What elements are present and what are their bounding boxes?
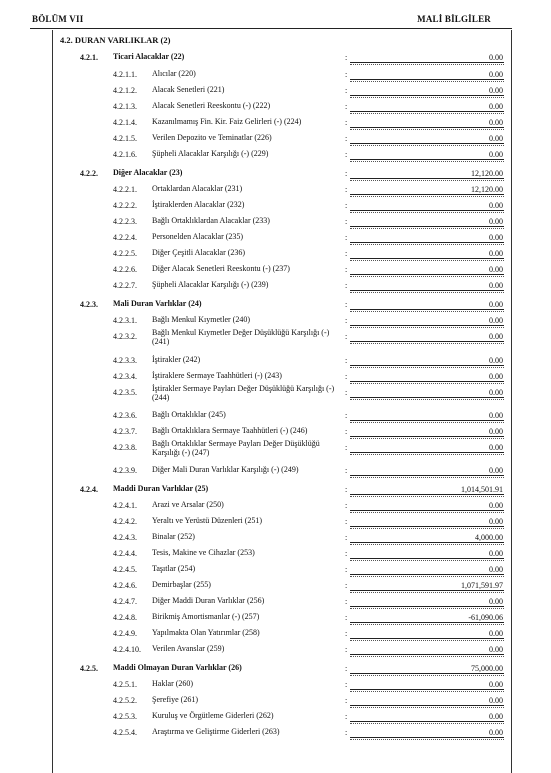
account-row: [0, 67, 551, 83]
colon-separator: :: [345, 118, 348, 127]
value-dotted-underline: [350, 97, 504, 98]
account-value: 0.00: [489, 517, 503, 526]
colon-separator: :: [345, 356, 348, 365]
chapter-label: BÖLÜM VII: [32, 14, 84, 24]
account-code: 4.2.4.4.: [113, 549, 137, 558]
value-underline: [350, 689, 504, 690]
account-label: Diğer Çeşitli Alacaklar (236): [152, 248, 246, 257]
value-underline: [350, 95, 504, 96]
account-row: [0, 463, 551, 479]
account-label: Verilen Depozito ve Teminatlar (226): [152, 133, 272, 142]
value-dotted-underline: [350, 438, 504, 439]
colon-separator: :: [345, 427, 348, 436]
account-row: [0, 246, 551, 262]
account-label: Araştırma ve Geliştirme Giderleri (263): [152, 727, 280, 736]
colon-separator: :: [345, 372, 348, 381]
account-code: 4.2.2.3.: [113, 217, 137, 226]
account-label: Taşıtlar (254): [152, 564, 196, 573]
account-label: Kazanılmamış Fin. Kir. Faiz Gelirleri (-) (224): [152, 117, 302, 126]
colon-separator: :: [345, 249, 348, 258]
value-dotted-underline: [350, 512, 504, 513]
account-value: 0.00: [489, 466, 503, 475]
account-code: 4.2.4.6.: [113, 581, 137, 590]
account-value: 0.00: [489, 427, 503, 436]
account-code: 4.2.5.1.: [113, 680, 137, 689]
colon-separator: :: [345, 411, 348, 420]
value-underline: [350, 143, 504, 144]
account-value: 0.00: [489, 388, 503, 397]
account-value: 0.00: [489, 712, 503, 721]
account-value: 0.00: [489, 565, 503, 574]
value-underline: [350, 290, 504, 291]
account-label: İştiraklerden Alacaklar (232): [152, 200, 245, 209]
value-dotted-underline: [350, 367, 504, 368]
colon-separator: :: [345, 316, 348, 325]
account-value: 0.00: [489, 443, 503, 452]
value-dotted-underline: [350, 383, 504, 384]
account-code: 4.2.3.9.: [113, 466, 137, 475]
value-dotted-underline: [350, 640, 504, 641]
value-underline: [350, 452, 504, 453]
account-code: 4.2.1.2.: [113, 86, 137, 95]
account-group-row: [0, 166, 551, 182]
account-code: 4.2.3.2.: [113, 332, 137, 341]
value-underline: [350, 705, 504, 706]
account-label: Ortaklardan Alacaklar (231): [152, 184, 243, 193]
account-value: 0.00: [489, 249, 503, 258]
account-value: 0.00: [489, 265, 503, 274]
account-row: [0, 131, 551, 147]
account-code: 4.2.3.: [80, 300, 98, 309]
value-underline: [350, 494, 504, 495]
value-dotted-underline: [350, 608, 504, 609]
account-row: [0, 709, 551, 725]
value-underline: [350, 62, 504, 63]
value-underline: [350, 309, 504, 310]
account-code: 4.2.1.: [80, 53, 98, 62]
value-dotted-underline: [350, 196, 504, 197]
account-value: 0.00: [489, 201, 503, 210]
account-value: 0.00: [489, 134, 503, 143]
value-dotted-underline: [350, 129, 504, 130]
account-row: [0, 385, 551, 401]
value-underline: [350, 194, 504, 195]
value-underline: [350, 210, 504, 211]
value-underline: [350, 242, 504, 243]
value-underline: [350, 341, 504, 342]
value-dotted-underline: [350, 528, 504, 529]
account-code: 4.2.1.6.: [113, 150, 137, 159]
account-label: Kuruluş ve Örgütleme Giderleri (262): [152, 711, 274, 720]
value-dotted-underline: [350, 212, 504, 213]
value-underline: [350, 127, 504, 128]
value-underline: [350, 622, 504, 623]
account-value: 0.00: [489, 233, 503, 242]
account-value: 0.00: [489, 696, 503, 705]
colon-separator: :: [345, 185, 348, 194]
value-dotted-underline: [350, 161, 504, 162]
account-label: Şerefiye (261): [152, 695, 198, 704]
colon-separator: :: [345, 581, 348, 590]
account-label: Alacak Senetleri (221): [152, 85, 225, 94]
value-dotted-underline: [350, 64, 504, 65]
account-row: [0, 562, 551, 578]
account-label: Bağlı Menkul Kıymetler (240): [152, 315, 250, 324]
account-value: 0.00: [489, 70, 503, 79]
account-value: 0.00: [489, 597, 503, 606]
account-value: 12,120.00: [471, 185, 503, 194]
colon-separator: :: [345, 300, 348, 309]
value-dotted-underline: [350, 496, 504, 497]
value-dotted-underline: [350, 723, 504, 724]
value-underline: [350, 654, 504, 655]
account-code: 4.2.4.3.: [113, 533, 137, 542]
value-underline: [350, 397, 504, 398]
colon-separator: :: [345, 613, 348, 622]
account-label: Tesis, Makine ve Cihazlar (253): [152, 548, 255, 557]
account-code: 4.2.2.: [80, 169, 98, 178]
account-label: Bağlı Ortaklıklar Sermaye Payları Değer Düşüklüğü Karşılığı (-) (247): [152, 439, 320, 457]
colon-separator: :: [345, 388, 348, 397]
colon-separator: :: [345, 201, 348, 210]
account-value: 0.00: [489, 118, 503, 127]
value-underline: [350, 274, 504, 275]
account-row: [0, 530, 551, 546]
value-dotted-underline: [350, 454, 504, 455]
header-divider: [30, 28, 512, 29]
account-code: 4.2.1.1.: [113, 70, 137, 79]
account-code: 4.2.5.2.: [113, 696, 137, 705]
value-dotted-underline: [350, 675, 504, 676]
account-code: 4.2.4.: [80, 485, 98, 494]
account-group-row: [0, 50, 551, 66]
account-row: [0, 725, 551, 741]
account-row: [0, 610, 551, 626]
account-label: Demirbaşlar (255): [152, 580, 211, 589]
account-value: 0.00: [489, 549, 503, 558]
value-underline: [350, 420, 504, 421]
colon-separator: :: [345, 134, 348, 143]
account-code: 4.2.4.1.: [113, 501, 137, 510]
value-dotted-underline: [350, 592, 504, 593]
account-row: [0, 353, 551, 369]
value-dotted-underline: [350, 327, 504, 328]
account-row: [0, 278, 551, 294]
value-underline: [350, 606, 504, 607]
colon-separator: :: [345, 664, 348, 673]
account-code: 4.2.4.10.: [113, 645, 141, 654]
value-underline: [350, 381, 504, 382]
colon-separator: :: [345, 680, 348, 689]
value-underline: [350, 638, 504, 639]
account-code: 4.2.2.4.: [113, 233, 137, 242]
account-row: [0, 677, 551, 693]
colon-separator: :: [345, 466, 348, 475]
account-value: 0.00: [489, 102, 503, 111]
value-underline: [350, 475, 504, 476]
account-value: 0.00: [489, 217, 503, 226]
value-dotted-underline: [350, 576, 504, 577]
account-label: Maddi Olmayan Duran Varlıklar (26): [113, 663, 242, 672]
colon-separator: :: [345, 565, 348, 574]
value-dotted-underline: [350, 422, 504, 423]
account-code: 4.2.3.4.: [113, 372, 137, 381]
value-underline: [350, 178, 504, 179]
account-code: 4.2.4.8.: [113, 613, 137, 622]
colon-separator: :: [345, 169, 348, 178]
account-label: Alacak Senetleri Reeskontu (-) (222): [152, 101, 271, 110]
account-row: [0, 198, 551, 214]
account-label: İştirakler (242): [152, 355, 201, 364]
value-underline: [350, 574, 504, 575]
account-value: 75,000.00: [471, 664, 503, 673]
account-label: Bağlı Ortaklıklara Sermaye Taahhütleri (-) (246): [152, 426, 308, 435]
value-underline: [350, 79, 504, 80]
value-dotted-underline: [350, 276, 504, 277]
colon-separator: :: [345, 70, 348, 79]
value-dotted-underline: [350, 624, 504, 625]
account-label: Diğer Mali Duran Varlıklar Karşılığı (-) (249): [152, 465, 299, 474]
account-label: Binalar (252): [152, 532, 195, 541]
value-dotted-underline: [350, 560, 504, 561]
account-code: 4.2.2.5.: [113, 249, 137, 258]
value-underline: [350, 737, 504, 738]
colon-separator: :: [345, 485, 348, 494]
account-label: Yeraltı ve Yerüstü Düzenleri (251): [152, 516, 263, 525]
account-label: Diğer Alacak Senetleri Reeskontu (-) (237): [152, 264, 290, 273]
account-row: [0, 115, 551, 131]
account-row: [0, 313, 551, 329]
value-dotted-underline: [350, 260, 504, 261]
account-label: Diğer Maddi Duran Varlıklar (256): [152, 596, 265, 605]
account-value: 0.00: [489, 372, 503, 381]
value-dotted-underline: [350, 113, 504, 114]
colon-separator: :: [345, 549, 348, 558]
section-heading: MALİ BİLGİLER: [417, 14, 491, 24]
value-dotted-underline: [350, 180, 504, 181]
account-value: 0.00: [489, 332, 503, 341]
colon-separator: :: [345, 696, 348, 705]
account-label: Arazi ve Arsalar (250): [152, 500, 224, 509]
account-code: 4.2.2.1.: [113, 185, 137, 194]
account-label: Haklar (260): [152, 679, 194, 688]
account-value: 0.00: [489, 300, 503, 309]
account-label: Mali Duran Varlıklar (24): [113, 299, 202, 308]
value-dotted-underline: [350, 81, 504, 82]
account-code: 4.2.3.7.: [113, 427, 137, 436]
colon-separator: :: [345, 265, 348, 274]
value-underline: [350, 510, 504, 511]
account-value: 0.00: [489, 411, 503, 420]
value-underline: [350, 365, 504, 366]
colon-separator: :: [345, 501, 348, 510]
value-dotted-underline: [350, 311, 504, 312]
account-row: [0, 546, 551, 562]
account-code: 4.2.1.5.: [113, 134, 137, 143]
account-code: 4.2.3.3.: [113, 356, 137, 365]
colon-separator: :: [345, 233, 348, 242]
colon-separator: :: [345, 517, 348, 526]
account-row: [0, 594, 551, 610]
colon-separator: :: [345, 443, 348, 452]
account-row: [0, 214, 551, 230]
value-dotted-underline: [350, 707, 504, 708]
account-group-row: [0, 297, 551, 313]
account-code: 4.2.3.5.: [113, 388, 137, 397]
value-dotted-underline: [350, 656, 504, 657]
value-dotted-underline: [350, 544, 504, 545]
account-label: Maddi Duran Varlıklar (25): [113, 484, 209, 493]
account-value: 0.00: [489, 53, 503, 62]
colon-separator: :: [345, 712, 348, 721]
account-value: 0.00: [489, 629, 503, 638]
account-label: Diğer Alacaklar (23): [113, 168, 183, 177]
account-code: 4.2.2.7.: [113, 281, 137, 290]
value-dotted-underline: [350, 739, 504, 740]
account-label: Personelden Alacaklar (235): [152, 232, 244, 241]
colon-separator: :: [345, 217, 348, 226]
value-dotted-underline: [350, 399, 504, 400]
account-value: 0.00: [489, 281, 503, 290]
account-value: 1,014,501.91: [461, 485, 503, 494]
colon-separator: :: [345, 53, 348, 62]
account-label: İştirakler Sermaye Payları Değer Düşüklüğü Karşılığı (-) (244): [152, 384, 335, 402]
account-value: 12,120.00: [471, 169, 503, 178]
value-underline: [350, 673, 504, 674]
colon-separator: :: [345, 533, 348, 542]
account-row: [0, 230, 551, 246]
account-value: 0.00: [489, 728, 503, 737]
account-row: [0, 498, 551, 514]
account-row: [0, 182, 551, 198]
value-dotted-underline: [350, 343, 504, 344]
account-label: Ticari Alacaklar (22): [113, 52, 185, 61]
account-code: 4.2.3.6.: [113, 411, 137, 420]
value-underline: [350, 542, 504, 543]
account-value: 0.00: [489, 150, 503, 159]
account-label: Şüpheli Alacaklar Karşılığı (-) (239): [152, 280, 269, 289]
value-dotted-underline: [350, 228, 504, 229]
value-dotted-underline: [350, 244, 504, 245]
account-label: İştiraklere Sermaye Taahhütleri (-) (243): [152, 371, 282, 380]
account-code: 4.2.3.8.: [113, 443, 137, 452]
account-code: 4.2.1.4.: [113, 118, 137, 127]
account-row: [0, 642, 551, 658]
account-value: -61,090.06: [468, 613, 503, 622]
colon-separator: :: [345, 86, 348, 95]
account-value: 0.00: [489, 501, 503, 510]
account-code: 4.2.4.2.: [113, 517, 137, 526]
account-label: Alıcılar (220): [152, 69, 196, 78]
value-dotted-underline: [350, 477, 504, 478]
value-underline: [350, 111, 504, 112]
account-code: 4.2.4.5.: [113, 565, 137, 574]
value-underline: [350, 325, 504, 326]
account-row: [0, 440, 551, 456]
account-label: Bağlı Ortaklıklardan Alacaklar (233): [152, 216, 270, 225]
account-row: [0, 626, 551, 642]
account-group-row: [0, 661, 551, 677]
account-row: [0, 329, 551, 345]
value-underline: [350, 258, 504, 259]
account-value: 0.00: [489, 86, 503, 95]
value-dotted-underline: [350, 145, 504, 146]
account-row: [0, 147, 551, 163]
page-title: 4.2. DURAN VARLIKLAR (2): [60, 35, 171, 45]
account-code: 4.2.5.: [80, 664, 98, 673]
account-code: 4.2.5.3.: [113, 712, 137, 721]
account-row: [0, 262, 551, 278]
account-code: 4.2.3.1.: [113, 316, 137, 325]
colon-separator: :: [345, 332, 348, 341]
value-underline: [350, 590, 504, 591]
value-underline: [350, 721, 504, 722]
account-label: Şüpheli Alacaklar Karşılığı (-) (229): [152, 149, 269, 158]
account-row: [0, 693, 551, 709]
account-value: 4,000.00: [475, 533, 503, 542]
colon-separator: :: [345, 281, 348, 290]
value-underline: [350, 436, 504, 437]
account-value: 1,071,591.97: [461, 581, 503, 590]
value-underline: [350, 526, 504, 527]
account-code: 4.2.2.6.: [113, 265, 137, 274]
colon-separator: :: [345, 597, 348, 606]
account-row: [0, 99, 551, 115]
value-dotted-underline: [350, 691, 504, 692]
account-row: [0, 408, 551, 424]
account-label: Bağlı Menkul Kıymetler Değer Düşüklüğü Karşılığı (-) (241): [152, 328, 330, 346]
account-label: Verilen Avanslar (259): [152, 644, 225, 653]
account-row: [0, 578, 551, 594]
account-code: 4.2.4.9.: [113, 629, 137, 638]
value-underline: [350, 159, 504, 160]
account-row: [0, 514, 551, 530]
account-value: 0.00: [489, 356, 503, 365]
colon-separator: :: [345, 102, 348, 111]
account-row: [0, 424, 551, 440]
account-value: 0.00: [489, 645, 503, 654]
colon-separator: :: [345, 728, 348, 737]
account-row: [0, 369, 551, 385]
account-code: 4.2.5.4.: [113, 728, 137, 737]
colon-separator: :: [345, 629, 348, 638]
account-code: 4.2.4.7.: [113, 597, 137, 606]
value-underline: [350, 558, 504, 559]
colon-separator: :: [345, 645, 348, 654]
account-label: Yapılmakta Olan Yatırımlar (258): [152, 628, 260, 637]
account-group-row: [0, 482, 551, 498]
value-dotted-underline: [350, 292, 504, 293]
account-code: 4.2.1.3.: [113, 102, 137, 111]
account-value: 0.00: [489, 680, 503, 689]
colon-separator: :: [345, 150, 348, 159]
account-row: [0, 83, 551, 99]
account-value: 0.00: [489, 316, 503, 325]
account-label: Birikmiş Amortismanlar (-) (257): [152, 612, 260, 621]
account-code: 4.2.2.2.: [113, 201, 137, 210]
account-label: Bağlı Ortaklıklar (245): [152, 410, 226, 419]
value-underline: [350, 226, 504, 227]
